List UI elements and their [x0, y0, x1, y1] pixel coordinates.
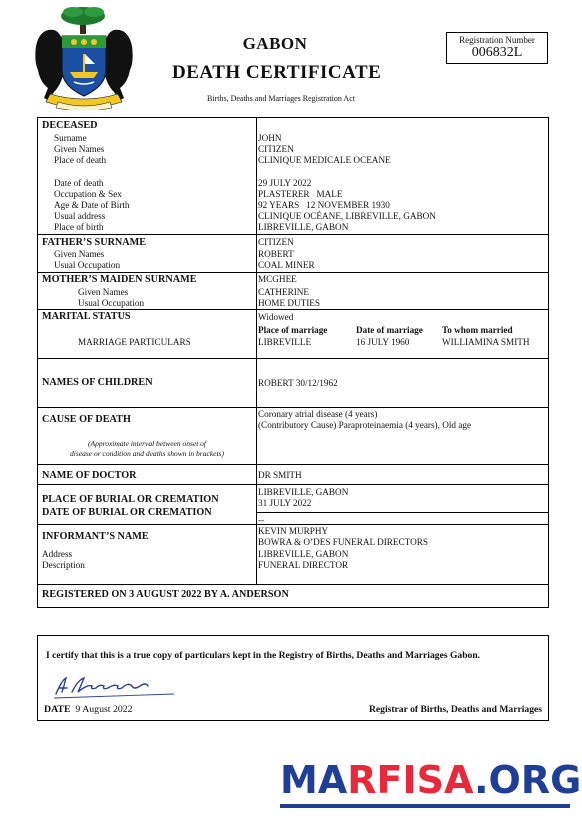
- label-age-dob: Age & Date of Birth: [54, 200, 130, 210]
- divider: [38, 309, 548, 310]
- value-children: ROBERT 30/12/1962: [258, 378, 338, 388]
- document-title: DEATH CERTIFICATE: [172, 62, 382, 83]
- value-father-occupation: COAL MINER: [258, 260, 315, 270]
- divider: [38, 464, 548, 465]
- header-place-of-marriage: Place of marriage: [258, 325, 328, 335]
- divider: [38, 272, 548, 273]
- date-label: DATE: [44, 704, 71, 715]
- label-father-given: Given Names: [54, 249, 105, 259]
- registrar-title: Registrar of Births, Deaths and Marriages: [368, 704, 542, 715]
- label-marriage-particulars: MARRIAGE PARTICULARS: [78, 337, 191, 347]
- section-cause-of-death: CAUSE OF DEATH: [42, 414, 131, 425]
- registrar-signature: [50, 674, 200, 700]
- section-informant: INFORMANT’S NAME: [42, 531, 149, 542]
- marfisa-watermark-logo: [280, 758, 582, 810]
- value-usual-address: CLINIQUE OCÉANE, LIBREVILLE, GABON: [258, 211, 436, 221]
- value-date-of-death: 29 JULY 2022: [258, 178, 312, 188]
- value-cause-line1: Coronary atrial disease (4 years): [258, 409, 378, 419]
- value-cause-line2: (Contributory Cause) Paraproteinaemia (4 years), Old age: [258, 420, 472, 430]
- watermark-underline: [280, 804, 570, 808]
- label-occupation-sex: Occupation & Sex: [54, 189, 122, 199]
- watermark-part1: MA: [280, 758, 348, 802]
- label-place-of-burial: PLACE OF BURIAL OR CREMATION: [42, 494, 219, 505]
- divider: [256, 512, 548, 513]
- label-surname: Surname: [54, 133, 87, 143]
- value-place-of-marriage: LIBREVILLE: [258, 337, 312, 347]
- country-heading: GABON: [242, 34, 308, 53]
- label-mother-given: Given Names: [78, 287, 129, 297]
- label-mother-occupation: Usual Occupation: [78, 298, 145, 308]
- divider: [38, 484, 548, 485]
- registration-label: Registration Number: [459, 35, 535, 45]
- label-place-of-death: Place of death: [54, 155, 107, 165]
- section-mother: MOTHER’S MAIDEN SURNAME: [42, 274, 197, 285]
- value-burial-extra: --: [258, 515, 265, 525]
- section-deceased: DECEASED: [42, 120, 98, 131]
- divider: [38, 584, 548, 585]
- label-date-of-burial: DATE OF BURIAL OR CREMATION: [42, 507, 212, 518]
- registration-number: 006832L: [471, 45, 523, 60]
- cause-note-line2: disease or condition and deaths shown in brackets): [70, 449, 224, 458]
- label-informant-address: Address: [42, 549, 73, 559]
- value-informant-address: LIBREVILLE, GABON: [258, 549, 349, 559]
- section-children: NAMES OF CHILDREN: [42, 377, 153, 388]
- value-age-dob: 92 YEARS 12 NOVEMBER 1930: [258, 200, 390, 210]
- label-informant-description: Description: [42, 560, 85, 570]
- value-informant-name: KEVIN MURPHY: [258, 526, 329, 536]
- label-father-occupation: Usual Occupation: [54, 260, 121, 270]
- registered-statement: REGISTERED ON 3 AUGUST 2022 BY A. ANDERSON: [42, 589, 289, 600]
- label-date-of-death: Date of death: [54, 178, 104, 188]
- value-mother-surname: MCGHEE: [258, 274, 297, 284]
- column-divider: [256, 118, 257, 584]
- value-place-of-burial: LIBREVILLE, GABON: [258, 487, 349, 497]
- value-marital-status: Widowed: [258, 312, 294, 322]
- registration-number-box: [446, 32, 548, 64]
- certificate-form: [37, 117, 549, 608]
- certification-box: [37, 635, 549, 721]
- divider: [38, 234, 548, 235]
- label-usual-address: Usual address: [54, 211, 106, 221]
- value-father-surname: CITIZEN: [258, 237, 294, 247]
- label-place-of-birth: Place of birth: [54, 222, 104, 232]
- value-to-whom-married: WILLIAMINA SMITH: [442, 337, 530, 347]
- divider: [38, 524, 548, 525]
- value-informant-company: BOWRA & O’DES FUNERAL DIRECTORS: [258, 537, 428, 547]
- section-father: FATHER’S SURNAME: [42, 237, 147, 248]
- certification-date: [44, 704, 133, 715]
- header-to-whom-married: To whom married: [442, 325, 513, 335]
- value-surname: JOHN: [258, 133, 282, 143]
- act-subtitle: Births, Deaths and Marriages Registration Act: [207, 94, 355, 103]
- section-marital-status: MARITAL STATUS: [42, 311, 131, 322]
- label-given-names: Given Names: [54, 144, 105, 154]
- divider: [38, 407, 548, 408]
- value-place-of-birth: LIBREVILLE, GABON: [258, 222, 349, 232]
- watermark-part3: .ORG: [474, 758, 582, 802]
- certification-statement: I certify that this is a true copy of particulars kept in the Registry of Births, Deaths and Marriages Gabon.: [46, 650, 481, 661]
- header-date-of-marriage: Date of marriage: [356, 325, 423, 335]
- value-place-of-death: CLINIQUE MEDICALE OCEANE: [258, 155, 391, 165]
- value-occupation-sex: PLASTERER MALE: [258, 189, 343, 199]
- watermark-part2: RFISA: [347, 758, 475, 802]
- divider: [38, 358, 548, 359]
- section-doctor: NAME OF DOCTOR: [42, 470, 137, 481]
- value-mother-given: CATHERINE: [258, 287, 310, 297]
- value-doctor: DR SMITH: [258, 470, 302, 480]
- date-value: 9 August 2022: [75, 704, 133, 715]
- value-informant-description: FUNERAL DIRECTOR: [258, 560, 349, 570]
- cause-note-line1: (Approximate interval between onset of: [87, 439, 207, 448]
- value-given-names: CITIZEN: [258, 144, 294, 154]
- value-mother-occupation: HOME DUTIES: [258, 298, 321, 308]
- coat-of-arms-emblem: [28, 6, 140, 110]
- value-date-of-marriage: 16 JULY 1960: [356, 337, 410, 347]
- value-father-given: ROBERT: [258, 249, 294, 259]
- value-date-of-burial: 31 JULY 2022: [258, 498, 312, 508]
